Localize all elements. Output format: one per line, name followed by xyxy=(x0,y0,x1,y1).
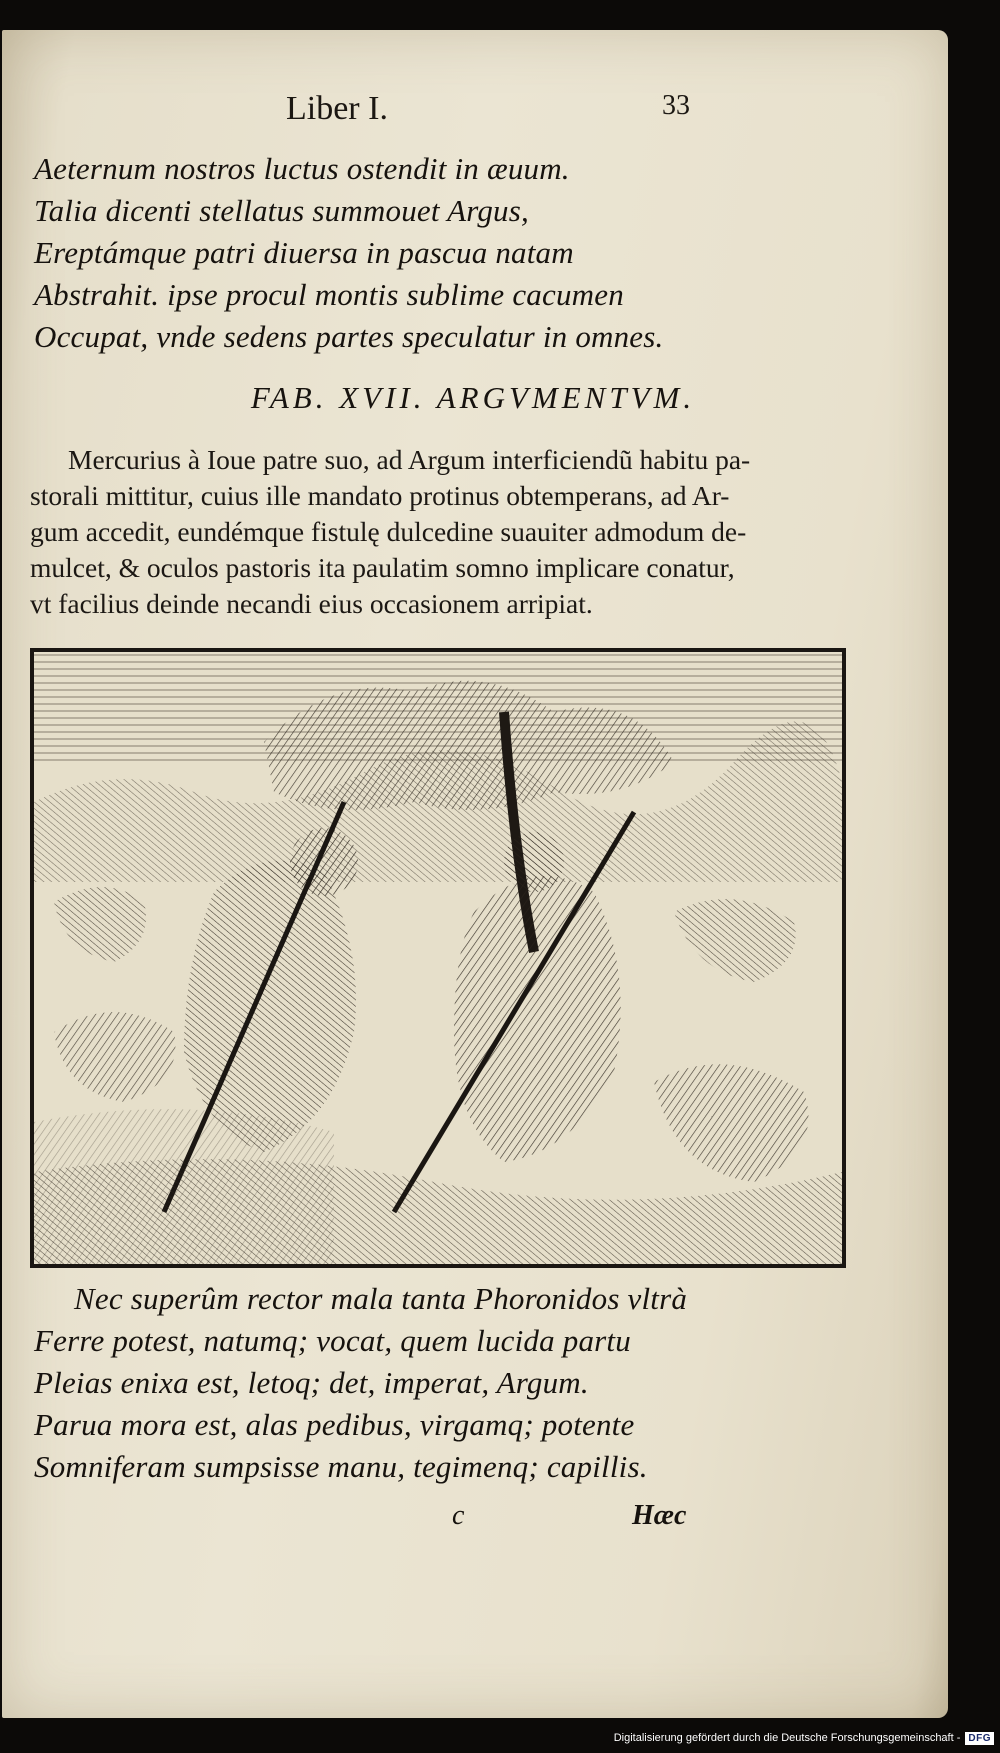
section-heading: FAB. XVII. ARGVMENTVM. xyxy=(250,380,696,415)
verse-line: Occupat, vnde sedens partes speculatur in omnes. xyxy=(34,319,664,354)
dfg-logo: DFG xyxy=(965,1732,994,1745)
woodcut-engraving xyxy=(34,652,842,1264)
argument-line: Mercurius à Ioue patre suo, ad Argum interficiendũ habitu pa- xyxy=(68,444,751,475)
verse-line: Somniferam sumpsisse manu, tegimenq; capillis. xyxy=(34,1449,648,1484)
verse-line: Ereptámque patri diuersa in pascua natam xyxy=(34,235,574,270)
verse-line: Abstrahit. ipse procul montis sublime cacumen xyxy=(34,277,624,312)
verse-line: Talia dicenti stellatus summouet Argus, xyxy=(34,193,529,228)
argument-paragraph xyxy=(30,442,870,622)
page-number: 33 xyxy=(662,90,690,121)
argument-line: vt facilius deinde necandi eius occasionem arripiat. xyxy=(30,588,593,619)
digitization-credit xyxy=(614,1727,994,1749)
verse-line: Nec superûm rector mala tanta Phoronidos vltrà xyxy=(74,1281,688,1316)
verse-top xyxy=(34,148,914,358)
verse-line: Ferre potest, natumq; vocat, quem lucida partu xyxy=(34,1323,631,1358)
credit-text: Digitalisierung gefördert durch die Deutsche Forschungsgemeinschaft - xyxy=(613,1732,961,1744)
verse-line: Aeternum nostros luctus ostendit in æuum. xyxy=(34,151,570,186)
argument-line: mulcet, & oculos pastoris ita paulatim somno implicare conatur, xyxy=(30,552,735,583)
running-head xyxy=(0,90,946,130)
argument-line: gum accedit, eundémque fistulę dulcedine suauiter admodum de- xyxy=(30,516,747,547)
running-head-title: Liber I. xyxy=(286,90,388,127)
page-footer-marks xyxy=(0,1500,946,1540)
verse-bottom xyxy=(34,1278,914,1488)
argument-line: storali mittitur, cuius ille mandato protinus obtemperans, ad Ar- xyxy=(30,480,730,511)
woodcut-illustration xyxy=(30,648,846,1268)
signature-mark: c xyxy=(452,1500,465,1531)
catchword: Hæc xyxy=(632,1500,687,1531)
verse-line: Parua mora est, alas pedibus, virgamq; potente xyxy=(34,1407,635,1442)
verse-line: Pleias enixa est, letoq; det, imperat, Argum. xyxy=(34,1365,589,1400)
